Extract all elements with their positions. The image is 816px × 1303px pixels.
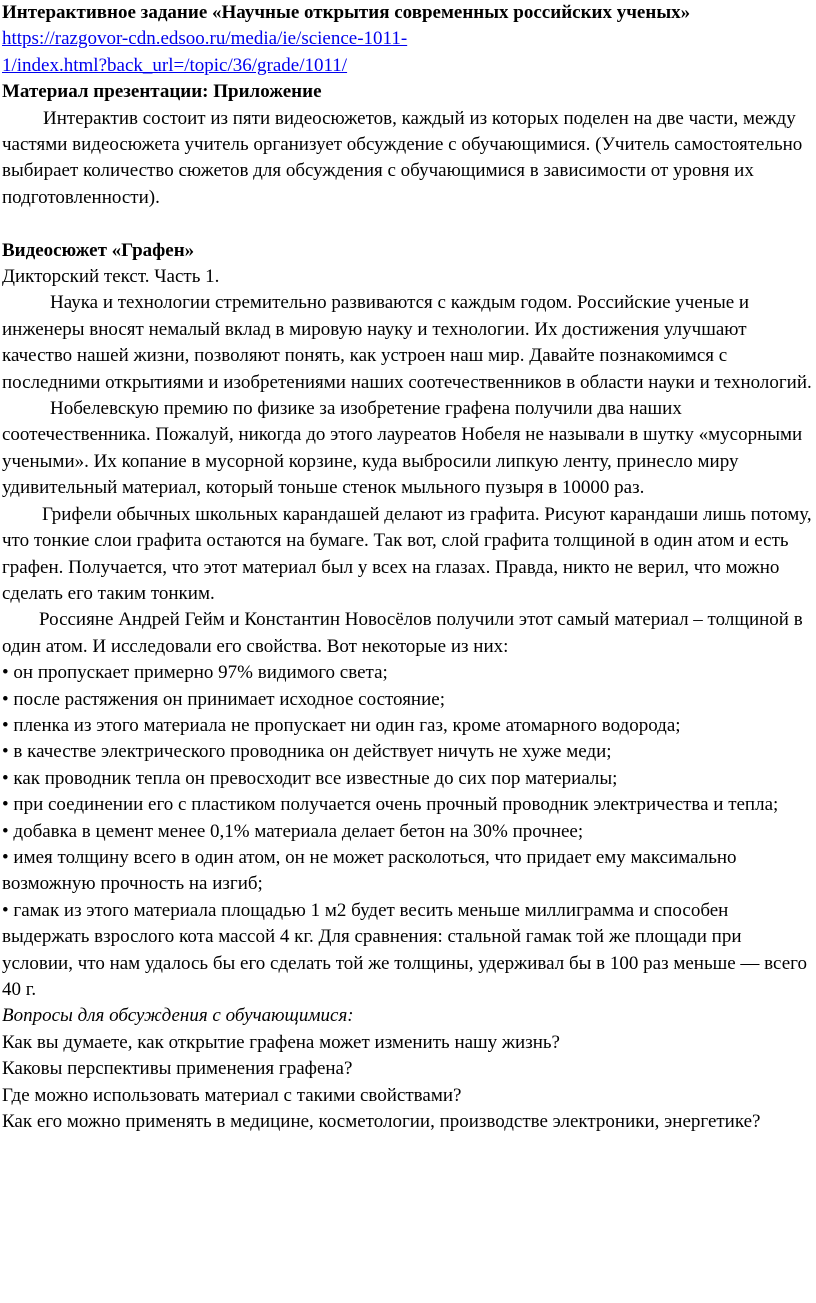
section-subheading: Дикторский текст. Часть 1. xyxy=(2,266,220,288)
material-heading: Материал презентации: Приложение xyxy=(2,81,322,103)
section-heading: Видеосюжет «Графен» xyxy=(2,239,195,261)
blank-line xyxy=(2,211,814,237)
list-item: • он пропускает примерно 97% видимого света; xyxy=(2,662,388,684)
intro-paragraph: Интерактив состоит из пяти видеосюжетов, каждый из которых поделен на две части, между частями видеосюжета учитель организует обсуждение с обучающимися. (Учитель самостоятельно выбирает количество сюжетов для обсуждения с обучающимися в зависимости от уровня их подготовленности). xyxy=(2,107,803,208)
list-item: • добавка в цемент менее 0,1% материала делает бетон на 30% прочнее; xyxy=(2,820,584,842)
interactive-link[interactable] xyxy=(2,26,814,79)
list-item: • гамак из этого материала площадью 1 м2 будет весить меньше миллиграмма и способен выдержать взрослого кота массой 4 кг. Для сравнения: стальной гамак той же площади при условии, что нам удалось бы его сделать той же толщины, удерживал бы в 100 раз меньше — всего 40 г. xyxy=(2,899,807,1001)
list-item: • в качестве электрического проводника он действует ничуть не хуже меди; xyxy=(2,741,612,763)
properties-list xyxy=(2,660,814,1003)
list-item: • при соединении его с пластиком получается очень прочный проводник электричества и тепла; xyxy=(2,794,779,816)
document-title: Интерактивное задание «Научные открытия современных российских ученых» xyxy=(2,2,691,23)
interactive-link-line1[interactable]: https://razgovor-cdn.edsoo.ru/media/ie/science-1011- xyxy=(2,28,408,50)
question-item: Каковы перспективы применения графена? xyxy=(2,1058,353,1080)
list-item: • пленка из этого материала не пропускает ни один газ, кроме атомарного водорода; xyxy=(2,714,681,736)
body-paragraph-3: Грифели обычных школьных карандашей делают из графита. Рисуют карандаши лишь потому, что тонкие слои графита остаются на бумаге. Так вот, слой графита толщиной в один атом и есть графен. Получается, что этот материал был у всех на глазах. Правда, никто не верил, что можно сделать его таким тонким. xyxy=(2,503,812,604)
list-item: • после растяжения он принимает исходное состояние; xyxy=(2,688,445,710)
body-paragraph-4: Россияне Андрей Гейм и Константин Новосёлов получили этот самый материал – толщиной в один атом. И исследовали его свойства. Вот некоторые из них: xyxy=(2,609,803,657)
interactive-link-line2[interactable]: 1/index.html?back_url=/topic/36/grade/1011/ xyxy=(2,54,348,76)
list-item: • как проводник тепла он превосходит все известные до сих пор материалы; xyxy=(2,767,618,789)
question-item: Как его можно применять в медицине, косметологии, производстве электроники, энергетике? xyxy=(2,1111,761,1133)
list-item: • имея толщину всего в один атом, он не может расколоться, что придает ему максимально возможную прочность на изгиб; xyxy=(2,846,737,895)
body-paragraph-2: Нобелевскую премию по физике за изобретение графена получили два наших соотечественника. Пожалуй, никогда до этого лауреатов Нобеля не называли в шутку «мусорными учеными». Их копание в мусорной корзине, куда выбросили липкую ленту, принесло миру удивительный материал, который тоньше стенок мыльного пузыря в 10000 раз. xyxy=(2,398,803,499)
question-item: Как вы думаете, как открытие графена может изменить нашу жизнь? xyxy=(2,1031,560,1053)
questions-heading: Вопросы для обсуждения с обучающимися: xyxy=(2,1005,354,1027)
question-item: Где можно использовать материал с такими свойствами? xyxy=(2,1084,462,1106)
body-paragraph-1: Наука и технологии стремительно развиваются с каждым годом. Российские ученые и инженеры вносят немалый вклад в мировую науку и технологии. Их достижения улучшают качество нашей жизни, позволяют понять, как устроен наш мир. Давайте познакомимся с последними открытиями и изобретениями наших соотечественников в области науки и технологий. xyxy=(2,292,812,393)
